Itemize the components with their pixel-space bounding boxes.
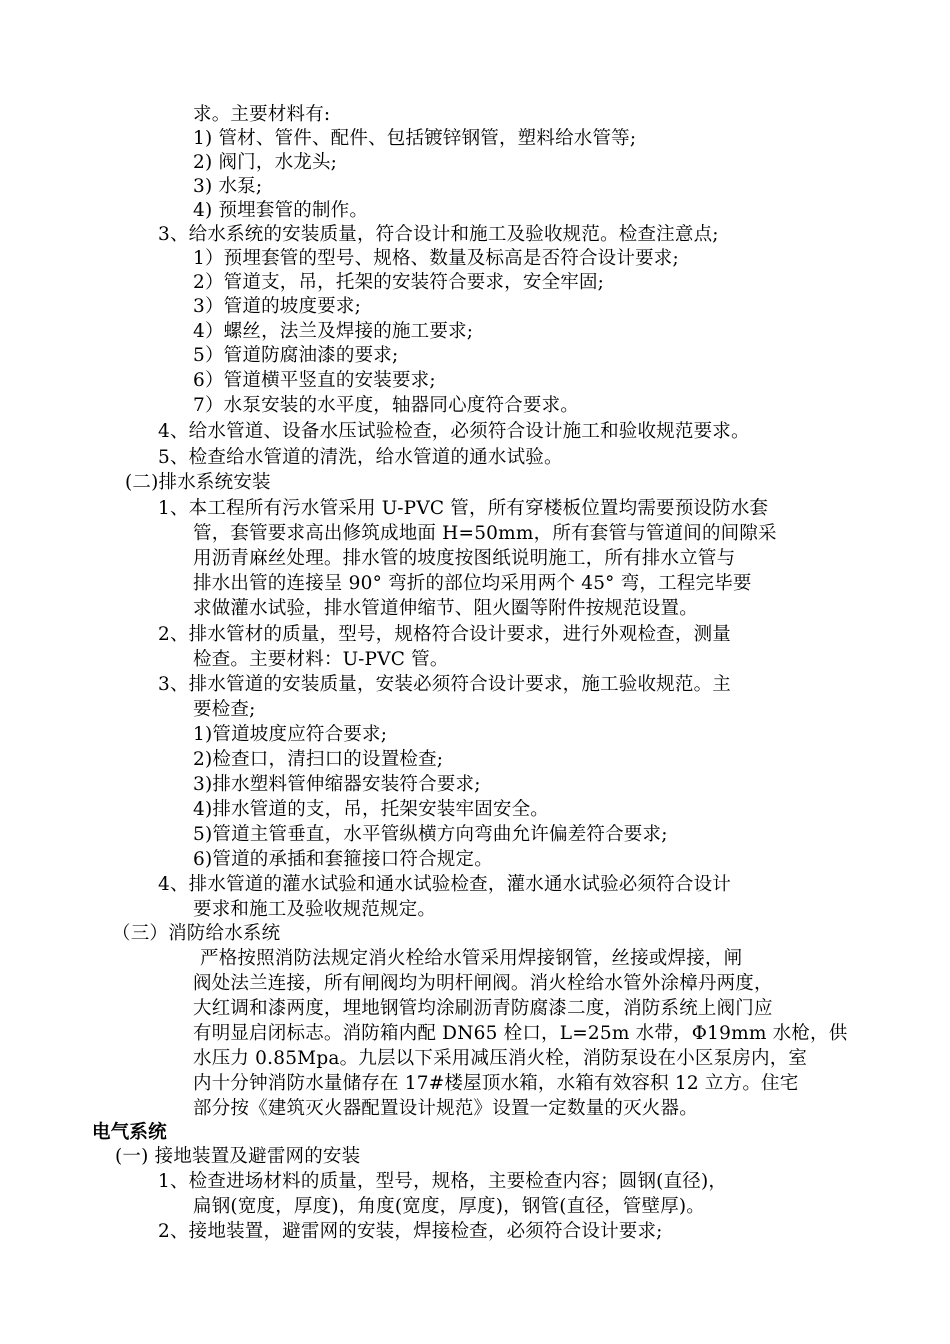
text-line: 扁钢(宽度，厚度)，角度(宽度，厚度)，钢管(直径，管壁厚)。	[193, 1196, 706, 1217]
text-line: 内十分钟消防水量储存在 17#楼屋顶水箱，水箱有效容积 12 立方。住宅	[193, 1073, 799, 1094]
text-line: 水压力 0.85Mpa。九层以下采用减压消火栓，消防泵设在小区泵房内，室	[193, 1048, 808, 1069]
text-line: 7）水泵安装的水平度，轴器同心度符合要求。	[193, 395, 579, 416]
text-line: 求。主要材料有:	[193, 104, 331, 125]
text-line: 求做灌水试验，排水管道伸缩节、阻火圈等附件按规范设置。	[193, 598, 698, 619]
text-line: 5、检查给水管道的清洗，给水管道的通水试验。	[158, 447, 563, 468]
text-line: 管，套管要求高出修筑成地面 H=50mm，所有套管与管道间的间隙采	[193, 523, 777, 544]
text-line: 1)管道坡度应符合要求;	[193, 724, 388, 745]
text-line: 1、检查进场材料的质量，型号，规格，主要检查内容；圆钢(直径)，	[158, 1171, 728, 1192]
section-heading: (二)排水系统安装	[125, 472, 271, 493]
text-line: 6）管道横平竖直的安装要求;	[193, 370, 436, 391]
text-line: 用沥青麻丝处理。排水管的坡度按图纸说明施工，所有排水立管与	[193, 548, 736, 569]
text-line: 6)管道的承插和套箍接口符合规定。	[193, 849, 493, 870]
text-line: 要求和施工及验收规范规定。	[193, 899, 437, 920]
text-line: 3、排水管道的安装质量，安装必须符合设计要求，施工验收规范。主	[158, 674, 731, 695]
text-line: 4、排水管道的灌水试验和通水试验检查，灌水通水试验必须符合设计	[158, 874, 731, 895]
text-line: 要检查;	[193, 699, 256, 720]
text-line: 3、给水系统的安装质量，符合设计和施工及验收规范。检查注意点;	[158, 224, 719, 245]
text-line: 4）螺丝，法兰及焊接的施工要求;	[193, 321, 474, 342]
text-line: 2）管道支，吊，托架的安装符合要求，安全牢固;	[193, 272, 605, 293]
text-line: 3) 水泵;	[193, 176, 263, 197]
text-line: 2) 阀门，水龙头;	[193, 152, 338, 173]
section-heading: （三）消防给水系统	[112, 923, 281, 944]
text-line: 排水出管的连接呈 90° 弯折的部位均采用两个 45° 弯，工程完毕要	[193, 573, 752, 594]
text-line: 2、排水管材的质量，型号，规格符合设计要求，进行外观检查，测量	[158, 624, 731, 645]
text-line: 5)管道主管垂直，水平管纵横方向弯曲允许偏差符合要求;	[193, 824, 668, 845]
text-line: 部分按《建筑灭火器配置设计规范》设置一定数量的灭火器。	[193, 1098, 698, 1119]
text-line: 严格按照消防法规定消火栓给水管采用焊接钢管，丝接或焊接，闸	[200, 948, 743, 969]
text-line: 有明显启闭标志。消防箱内配 DN65 栓口，L=25m 水带，Φ19mm 水枪，供	[193, 1023, 848, 1044]
text-line: 4) 预埋套管的制作。	[193, 200, 369, 221]
text-line: 4)排水管道的支，吊，托架安装牢固安全。	[193, 799, 549, 820]
text-line: 4、给水管道、设备水压试验检查，必须符合设计施工和验收规范要求。	[158, 421, 750, 442]
text-line: 1）预埋套管的型号、规格、数量及标高是否符合设计要求;	[193, 248, 679, 269]
chapter-heading: 电气系统	[92, 1122, 167, 1143]
text-line: 1、本工程所有污水管采用 U-PVC 管，所有穿楼板位置均需要预设防水套	[158, 498, 769, 519]
text-line: 2、接地装置，避雷网的安装，焊接检查，必须符合设计要求;	[158, 1221, 663, 1242]
text-line: 2)检查口，清扫口的设置检查;	[193, 749, 444, 770]
text-line: 阀处法兰连接，所有闸阀均为明杆闸阀。消火栓给水管外涂樟丹两度，	[193, 973, 773, 994]
text-line: 1) 管材、管件、配件、包括镀锌钢管，塑料给水管等;	[193, 128, 637, 149]
text-line: 3）管道的坡度要求;	[193, 296, 362, 317]
text-line: 5）管道防腐油漆的要求;	[193, 345, 399, 366]
text-line: 3)排水塑料管伸缩器安装符合要求;	[193, 774, 481, 795]
text-line: 大红调和漆两度，埋地钢管均涂刷沥青防腐漆二度，消防系统上阀门应	[193, 998, 773, 1019]
text-line: 检查。主要材料：U-PVC 管。	[193, 649, 449, 670]
section-heading: (一) 接地装置及避雷网的安装	[115, 1146, 361, 1167]
